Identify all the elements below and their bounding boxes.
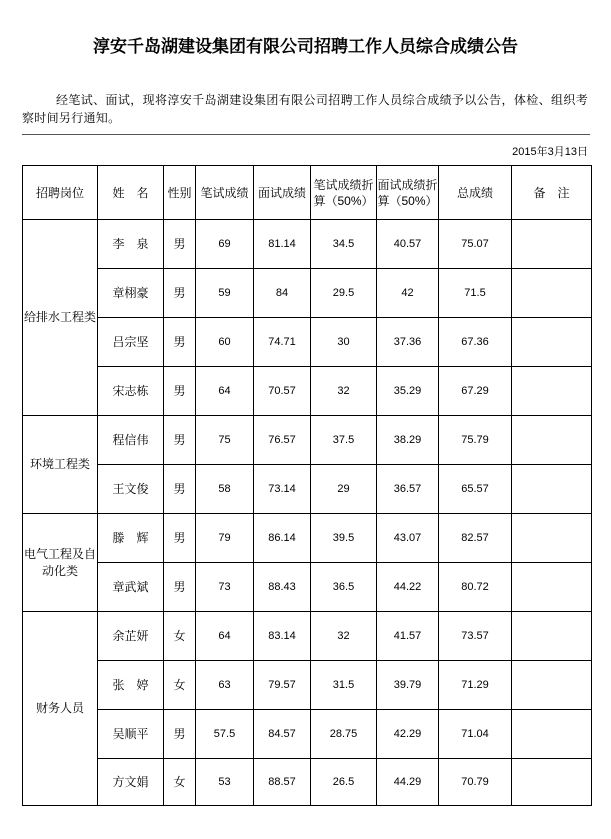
total-score-cell: 65.57	[439, 465, 512, 514]
written-weighted-cell: 37.5	[311, 416, 377, 465]
interview-score-cell: 88.43	[254, 563, 311, 612]
interview-score-cell: 86.14	[254, 514, 311, 563]
header-position: 招聘岗位	[23, 166, 98, 220]
total-score-cell: 70.79	[439, 759, 512, 806]
name-cell: 滕 辉	[98, 514, 164, 563]
gender-cell: 男	[164, 269, 196, 318]
written-score-cell: 75	[196, 416, 254, 465]
name-cell: 方文娟	[98, 759, 164, 806]
interview-weighted-cell: 43.07	[377, 514, 439, 563]
table-row	[23, 318, 592, 367]
total-score-cell: 71.5	[439, 269, 512, 318]
table-row	[23, 416, 592, 465]
interview-score-cell: 84.57	[254, 710, 311, 759]
written-score-cell: 79	[196, 514, 254, 563]
divider	[22, 134, 590, 135]
remarks-cell	[512, 269, 592, 318]
gender-cell: 男	[164, 514, 196, 563]
interview-score-cell: 84	[254, 269, 311, 318]
interview-score-cell: 79.57	[254, 661, 311, 710]
header-gender: 性别	[164, 166, 196, 220]
scores-table	[22, 165, 592, 806]
name-cell: 吴顺平	[98, 710, 164, 759]
interview-weighted-cell: 41.57	[377, 612, 439, 661]
header-total-score: 总成绩	[439, 166, 512, 220]
total-score-cell: 82.57	[439, 514, 512, 563]
interview-weighted-cell: 42.29	[377, 710, 439, 759]
name-cell: 余芷妍	[98, 612, 164, 661]
written-weighted-cell: 34.5	[311, 220, 377, 269]
name-cell: 程信伟	[98, 416, 164, 465]
gender-cell: 男	[164, 710, 196, 759]
written-weighted-cell: 26.5	[311, 759, 377, 806]
table-header-row	[23, 166, 592, 220]
written-score-cell: 60	[196, 318, 254, 367]
written-score-cell: 63	[196, 661, 254, 710]
written-score-cell: 59	[196, 269, 254, 318]
remarks-cell	[512, 465, 592, 514]
gender-cell: 男	[164, 465, 196, 514]
interview-score-cell: 83.14	[254, 612, 311, 661]
page-title: 淳安千岛湖建设集团有限公司招聘工作人员综合成绩公告	[93, 37, 518, 56]
written-weighted-cell: 30	[311, 318, 377, 367]
interview-score-cell: 88.57	[254, 759, 311, 806]
written-weighted-cell: 28.75	[311, 710, 377, 759]
total-score-cell: 75.07	[439, 220, 512, 269]
table-row	[23, 710, 592, 759]
gender-cell: 男	[164, 563, 196, 612]
table-row	[23, 220, 592, 269]
total-score-cell: 75.79	[439, 416, 512, 465]
table-row	[23, 514, 592, 563]
remarks-cell	[512, 318, 592, 367]
written-score-cell: 64	[196, 367, 254, 416]
remarks-cell	[512, 367, 592, 416]
header-interview-score: 面试成绩	[254, 166, 311, 220]
written-score-cell: 53	[196, 759, 254, 806]
total-score-cell: 67.29	[439, 367, 512, 416]
table-row	[23, 612, 592, 661]
remarks-cell	[512, 514, 592, 563]
remarks-cell	[512, 661, 592, 710]
written-score-cell: 69	[196, 220, 254, 269]
written-weighted-cell: 29.5	[311, 269, 377, 318]
name-cell: 章武斌	[98, 563, 164, 612]
table-row	[23, 367, 592, 416]
name-cell: 李 泉	[98, 220, 164, 269]
name-cell: 张 婷	[98, 661, 164, 710]
written-weighted-cell: 36.5	[311, 563, 377, 612]
written-score-cell: 73	[196, 563, 254, 612]
position-cell: 给排水工程类	[23, 220, 98, 416]
total-score-cell: 67.36	[439, 318, 512, 367]
header-name: 姓 名	[98, 166, 164, 220]
name-cell: 章栩豪	[98, 269, 164, 318]
interview-score-cell: 70.57	[254, 367, 311, 416]
interview-score-cell: 81.14	[254, 220, 311, 269]
interview-weighted-cell: 37.36	[377, 318, 439, 367]
table-row	[23, 759, 592, 806]
remarks-cell	[512, 612, 592, 661]
table-row	[23, 563, 592, 612]
interview-weighted-cell: 36.57	[377, 465, 439, 514]
remarks-cell	[512, 563, 592, 612]
remarks-cell	[512, 710, 592, 759]
interview-score-cell: 76.57	[254, 416, 311, 465]
total-score-cell: 71.29	[439, 661, 512, 710]
interview-weighted-cell: 39.79	[377, 661, 439, 710]
header-written-score: 笔试成绩	[196, 166, 254, 220]
table-row	[23, 465, 592, 514]
header-remarks: 备 注	[512, 166, 592, 220]
header-interview-weighted: 面试成绩折算（50%）	[377, 166, 439, 220]
gender-cell: 女	[164, 612, 196, 661]
table-row	[23, 269, 592, 318]
gender-cell: 男	[164, 416, 196, 465]
remarks-cell	[512, 416, 592, 465]
written-weighted-cell: 29	[311, 465, 377, 514]
written-score-cell: 64	[196, 612, 254, 661]
position-cell: 电气工程及自动化类	[23, 514, 98, 612]
gender-cell: 男	[164, 318, 196, 367]
interview-weighted-cell: 44.29	[377, 759, 439, 806]
interview-weighted-cell: 35.29	[377, 367, 439, 416]
written-weighted-cell: 31.5	[311, 661, 377, 710]
interview-score-cell: 74.71	[254, 318, 311, 367]
gender-cell: 男	[164, 367, 196, 416]
remarks-cell	[512, 220, 592, 269]
gender-cell: 女	[164, 759, 196, 806]
interview-weighted-cell: 42	[377, 269, 439, 318]
interview-weighted-cell: 38.29	[377, 416, 439, 465]
gender-cell: 女	[164, 661, 196, 710]
announcement-date: 2015年3月13日	[512, 146, 588, 158]
total-score-cell: 73.57	[439, 612, 512, 661]
table-row	[23, 661, 592, 710]
written-score-cell: 58	[196, 465, 254, 514]
written-weighted-cell: 32	[311, 367, 377, 416]
interview-weighted-cell: 44.22	[377, 563, 439, 612]
written-weighted-cell: 32	[311, 612, 377, 661]
name-cell: 吕宗坚	[98, 318, 164, 367]
intro-paragraph: 经笔试、面试，现将淳安千岛湖建设集团有限公司招聘工作人员综合成绩予以公告，体检、组织考察时间另行通知。	[22, 93, 588, 125]
written-weighted-cell: 39.5	[311, 514, 377, 563]
written-score-cell: 57.5	[196, 710, 254, 759]
total-score-cell: 71.04	[439, 710, 512, 759]
position-cell: 财务人员	[23, 612, 98, 806]
interview-weighted-cell: 40.57	[377, 220, 439, 269]
header-written-weighted: 笔试成绩折算（50%）	[311, 166, 377, 220]
name-cell: 王文俊	[98, 465, 164, 514]
position-cell: 环境工程类	[23, 416, 98, 514]
gender-cell: 男	[164, 220, 196, 269]
remarks-cell	[512, 759, 592, 806]
interview-score-cell: 73.14	[254, 465, 311, 514]
name-cell: 宋志栋	[98, 367, 164, 416]
total-score-cell: 80.72	[439, 563, 512, 612]
